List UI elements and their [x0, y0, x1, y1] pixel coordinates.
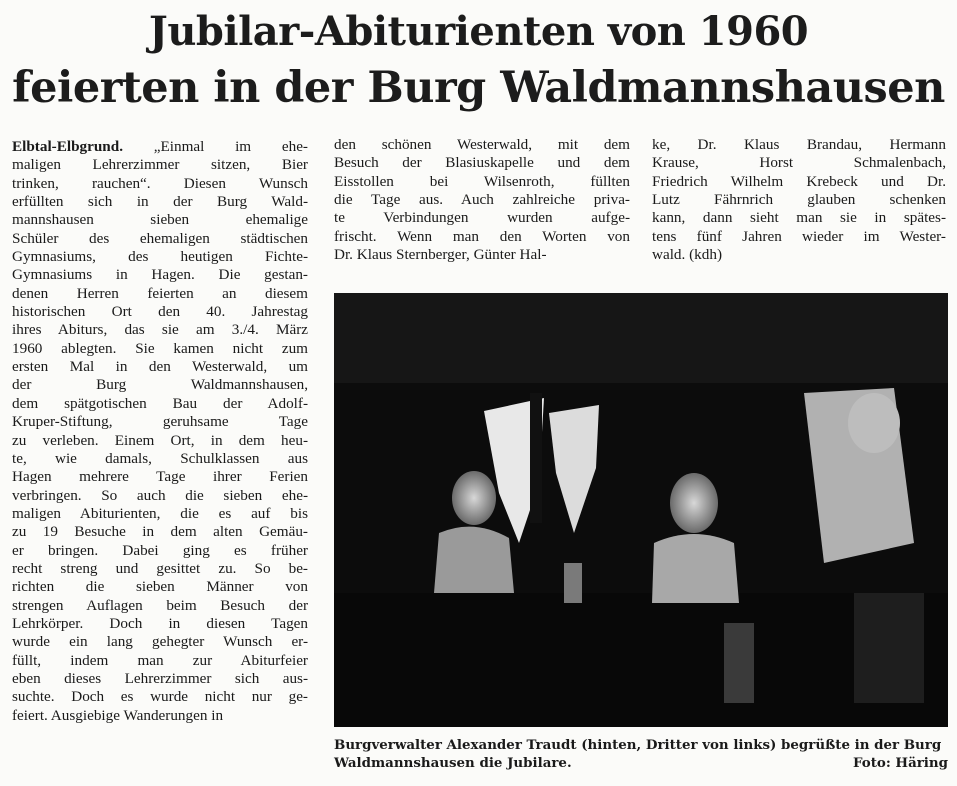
headline-line-1: Jubilar-Abiturienten von 1960 [148, 8, 809, 55]
text-line: Lutz Fährnrich glauben schenken [652, 191, 946, 209]
article-column-1 [12, 138, 308, 725]
text-line: trinken, rauchen“. Diesen Wunsch [12, 174, 308, 192]
text-line: richten die sieben Männer von [12, 578, 308, 596]
text-line: Schüler des ehemaligen städtischen [12, 229, 308, 247]
headline-line-2: feierten in der Burg Waldmannshausen [12, 63, 945, 113]
text-line: füllt, indem man zur Abiturfeier [12, 651, 308, 669]
text-line: er bringen. Dabei ging es früher [12, 541, 308, 559]
text-line: zu 19 Besuche in dem alten Gemäu- [12, 523, 308, 541]
text-line: Dr. Klaus Sternberger, Günter Hal- [334, 246, 547, 264]
text-line: 1960 ablegten. Sie kamen nicht zum [12, 339, 308, 357]
photo-caption-text: Burgverwalter Alexander Traudt (hinten, Dritter von links) begrüßte in der Burg Waldmannshausen die Jubilare. [334, 737, 942, 771]
dateline: Elbtal-Elbgrund. [12, 138, 123, 155]
text-line: eben dieses Lehrerzimmer sich aus- [12, 669, 308, 687]
article-column-2 [334, 136, 630, 264]
text-line: kann, dann sieht man sie in spätes- [652, 209, 946, 227]
text-line [12, 138, 308, 156]
text-line: feiert. Ausgiebige Wanderungen in [12, 706, 224, 724]
text-line: suchte. Doch es wurde nicht nur ge- [12, 688, 308, 706]
text-line: Hagen mehrere Tage ihrer Ferien [12, 468, 308, 486]
text-line: strengen Auflagen beim Besuch der [12, 596, 308, 614]
text-line: Gymnasiums, des heutigen Fichte- [12, 248, 308, 266]
photo-caption [334, 736, 948, 772]
text-line: erfüllten sich in der Burg Wald- [12, 193, 308, 211]
text-line: Friedrich Wilhelm Krebeck und Dr. [652, 172, 946, 190]
text-line: te, wie damals, Schulklassen aus [12, 449, 308, 467]
text-line: verbringen. So auch die sieben ehe- [12, 486, 308, 504]
text-line: die Tage aus. Auch zahlreiche priva- [334, 191, 630, 209]
group-photo-image [334, 293, 948, 727]
text-line: te Verbindungen wurden aufge- [334, 209, 630, 227]
text-line: Besuch der Blasiuskapelle und dem [334, 154, 630, 172]
text-line: dem spätgotischen Bau der Adolf- [12, 394, 308, 412]
text-line: recht streng und gesittet zu. So be- [12, 559, 308, 577]
text-line: Krause, Horst Schmalenbach, [652, 154, 946, 172]
text-line: Eisstollen bei Wilsenroth, füllten [334, 172, 630, 190]
text-line: mannshausen sieben ehemalige [12, 211, 308, 229]
text-line: wald. (kdh) [652, 246, 723, 264]
text-line: der Burg Waldmannshausen, [12, 376, 308, 394]
text-line: ihres Abiturs, das sie am 3./4. März [12, 321, 308, 339]
text-line: tens fünf Jahren wieder im Wester- [652, 227, 946, 245]
text-line: ke, Dr. Klaus Brandau, Hermann [652, 136, 946, 153]
text-line-content: „Einmal im ehe- [123, 138, 308, 155]
text-line: historischen Ort den 40. Jahrestag [12, 303, 308, 321]
headline [0, 4, 957, 116]
text-line: wurde ein lang gehegter Wunsch er- [12, 633, 308, 651]
photo-credit: Foto: Häring [853, 755, 948, 771]
text-line: Kruper-Stiftung, geruhsame Tage [12, 413, 308, 431]
text-line: ersten Mal in den Westerwald, um [12, 358, 308, 376]
text-line: frischt. Wenn man den Worten von [334, 227, 630, 245]
text-line: den schönen Westerwald, mit dem [334, 136, 630, 153]
article-photo [334, 293, 948, 727]
text-line: maligen Abiturienten, die es auf bis [12, 504, 308, 522]
text-line: zu verleben. Einem Ort, in dem heu- [12, 431, 308, 449]
article-column-3 [652, 136, 946, 264]
text-line: Lehrkörper. Doch in diesen Tagen [12, 614, 308, 632]
text-line: maligen Lehrerzimmer sitzen, Bier [12, 156, 308, 174]
text-line: denen Herren feierten an diesem [12, 284, 308, 302]
text-line: Gymnasiums in Hagen. Die gestan- [12, 266, 308, 284]
